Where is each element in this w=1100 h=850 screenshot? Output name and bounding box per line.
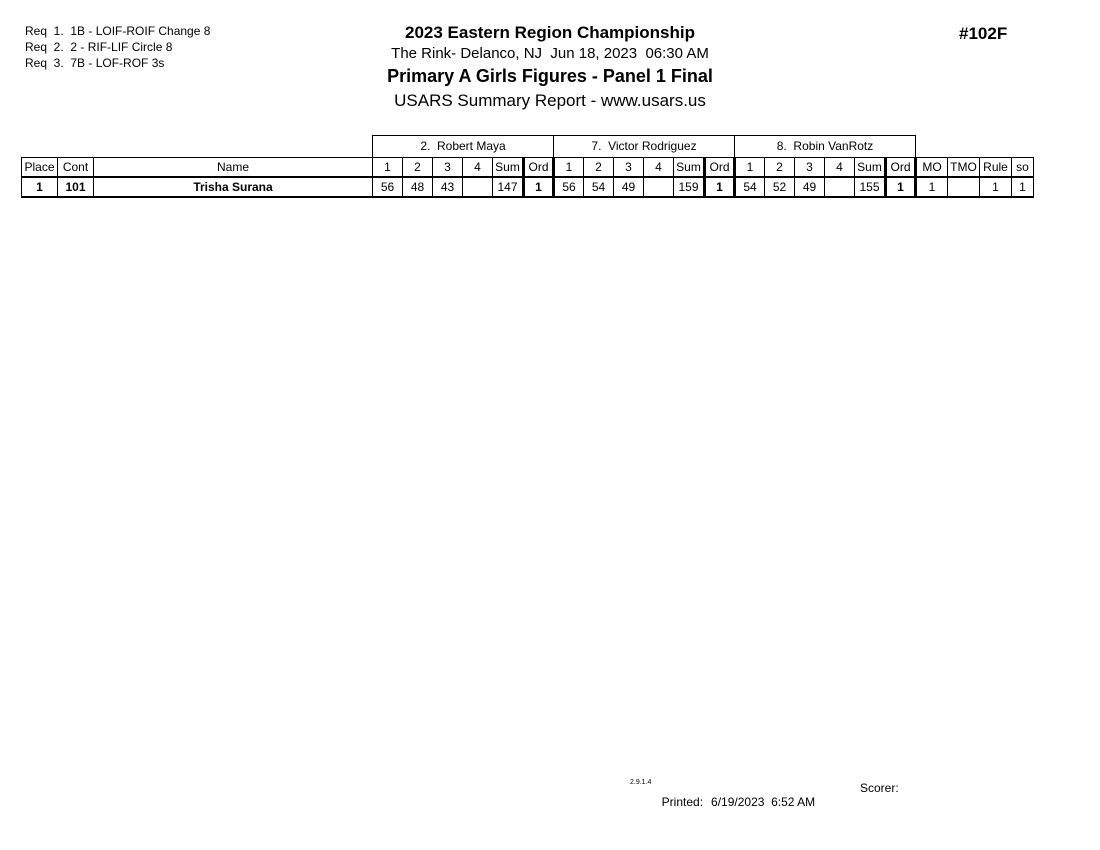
- cell-score: 49: [795, 177, 825, 197]
- col-header-fig4: 4: [463, 158, 493, 178]
- printed-value: 6/19/2023 6:52 AM: [711, 795, 816, 809]
- cell-cont: 101: [58, 177, 94, 197]
- col-header-sum: Sum: [493, 158, 524, 178]
- judge-name-2: 7. Victor Rodriguez: [554, 136, 735, 158]
- cell-score: [825, 177, 855, 197]
- printed-timestamp: [655, 781, 815, 809]
- requirement-2: Req 2. 2 - RIF-LIF Circle 8: [25, 40, 173, 54]
- cell-score: 54: [735, 177, 765, 197]
- cell-score: 48: [403, 177, 433, 197]
- col-header-fig2: 2: [765, 158, 795, 178]
- judge-names-row: [22, 136, 1034, 158]
- col-header-fig2: 2: [403, 158, 433, 178]
- cell-score: 49: [614, 177, 644, 197]
- column-header-row: [22, 158, 1034, 178]
- col-header-fig4: 4: [825, 158, 855, 178]
- col-header-place: Place: [22, 158, 58, 178]
- judge-row-spacer-left: [22, 136, 373, 158]
- scorer-label: Scorer:: [860, 781, 899, 795]
- requirement-3: Req 3. 7B - LOF-ROF 3s: [25, 56, 165, 70]
- judge-row-spacer-right: [916, 136, 1034, 158]
- report-type: USARS Summary Report - www.usars.us: [394, 91, 706, 110]
- cell-tmo: [948, 177, 980, 197]
- col-header-so: so: [1012, 158, 1034, 178]
- col-header-sum: Sum: [674, 158, 705, 178]
- col-header-fig1: 1: [373, 158, 403, 178]
- requirement-1: Req 1. 1B - LOIF-ROIF Change 8: [25, 24, 211, 38]
- col-header-ord: Ord: [705, 158, 735, 178]
- judge-name-3: 8. Robin VanRotz: [735, 136, 916, 158]
- col-header-fig2: 2: [584, 158, 614, 178]
- cell-score: 54: [584, 177, 614, 197]
- cell-sum: 159: [674, 177, 705, 197]
- col-header-fig4: 4: [644, 158, 674, 178]
- col-header-fig3: 3: [614, 158, 644, 178]
- cell-rule: 1: [980, 177, 1012, 197]
- cell-score: [644, 177, 674, 197]
- col-header-ord: Ord: [886, 158, 916, 178]
- col-header-fig1: 1: [735, 158, 765, 178]
- software-version: 2.9.1.4: [630, 779, 652, 786]
- cell-score: [463, 177, 493, 197]
- cell-ord: 1: [886, 177, 916, 197]
- cell-place: 1: [22, 177, 58, 197]
- printed-label: Printed:: [661, 795, 704, 809]
- col-header-fig3: 3: [433, 158, 463, 178]
- results-table: [21, 135, 1034, 198]
- col-header-fig3: 3: [795, 158, 825, 178]
- col-header-tmo: TMO: [948, 158, 980, 178]
- judge-name-1: 2. Robert Maya: [373, 136, 554, 158]
- event-number: #102F: [959, 24, 1008, 43]
- col-header-ord: Ord: [524, 158, 554, 178]
- cell-sum: 155: [855, 177, 886, 197]
- col-header-cont: Cont: [58, 158, 94, 178]
- col-header-rule: Rule: [980, 158, 1012, 178]
- event-title: Primary A Girls Figures - Panel 1 Final: [387, 66, 713, 86]
- col-header-mo: MO: [916, 158, 948, 178]
- cell-skater-name: Trisha Surana: [94, 177, 373, 197]
- cell-so: 1: [1012, 177, 1034, 197]
- cell-score: 52: [765, 177, 795, 197]
- cell-ord: 1: [524, 177, 554, 197]
- report-header: [0, 21, 1100, 112]
- venue-date: The Rink- Delanco, NJ Jun 18, 2023 06:30 AM: [391, 45, 709, 62]
- col-header-fig1: 1: [554, 158, 584, 178]
- championship-title: 2023 Eastern Region Championship: [404, 23, 695, 42]
- col-header-sum: Sum: [855, 158, 886, 178]
- cell-mo: 1: [916, 177, 948, 197]
- cell-score: 56: [554, 177, 584, 197]
- result-row: [22, 177, 1034, 197]
- cell-ord: 1: [705, 177, 735, 197]
- col-header-name: Name: [94, 158, 373, 178]
- cell-score: 56: [373, 177, 403, 197]
- cell-score: 43: [433, 177, 463, 197]
- cell-sum: 147: [493, 177, 524, 197]
